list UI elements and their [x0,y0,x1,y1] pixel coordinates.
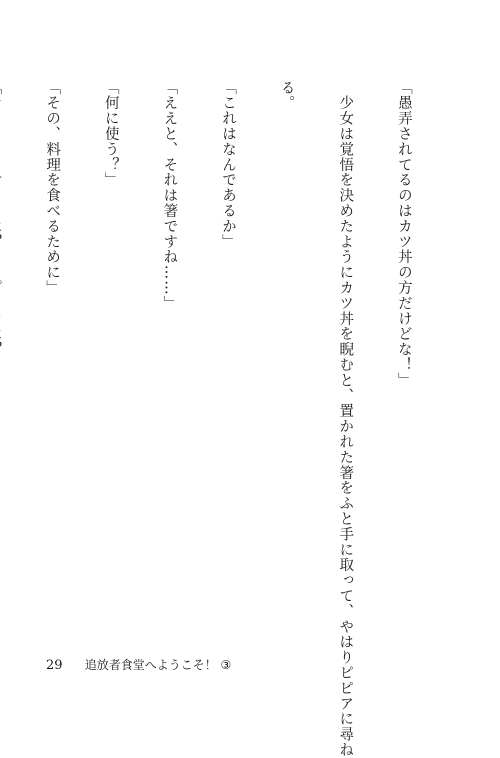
text-line [0,80,2,635]
text-line: 少女は覚悟を決めたようにカツ丼を睨むと、置かれた箸をふと手に取って、やはりピピアに尋ね [337,80,354,758]
text-line: 「何に使う？」 [102,80,119,188]
text-line: 「ええと、それは箸ですね……」 [161,80,178,311]
text-line: 「愚弄されてるのはカツ丼の方だけどな！」 [395,80,412,388]
page-number: 29 [46,658,63,673]
text-line: 「これはなんであるか」 [219,80,236,250]
text-line: 「その、料理を食べるために」 [44,80,61,296]
page-footer [46,656,231,673]
text-line: る。 [278,80,295,111]
book-title: 追放者食堂へようこそ！ ③ [84,658,232,672]
